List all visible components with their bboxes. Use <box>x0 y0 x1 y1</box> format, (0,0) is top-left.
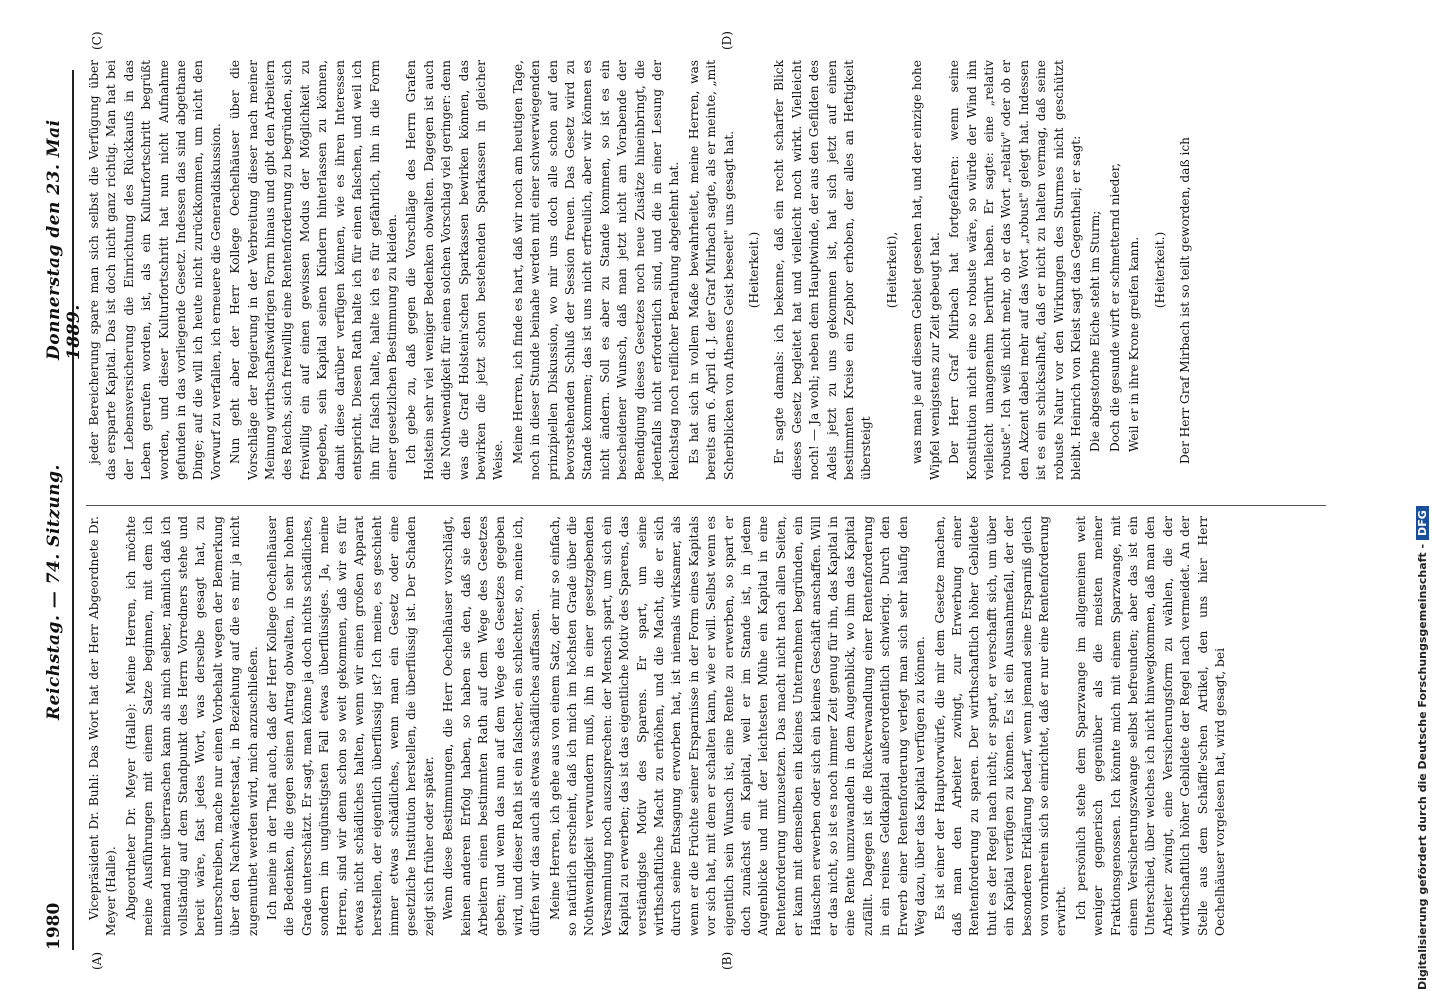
verse-line: Weil er in ihre Krone greifen kann. <box>1127 236 1142 452</box>
margin-marker-a: (A) <box>90 951 104 970</box>
paragraph: Abgeordneter Dr. Meyer (Halle): Meine Herren, ich möchte meine Ausführungen mit einem Satze beginnen, mit dem ich niemand mehr überraschen kann als mich selber, nämlich daß ich vollständig auf dem Standpunkt des Herrn Vorredners stehe und bereit wäre, fast jedes Wort, was derselbe gesagt hat, zu unterschreiben, mache nur einen Vorbehalt wegen der Bemerkung über den Nachwächterstaat, in Beziehung auf die es mir ja nicht zugemuthet werden wird, mich anzuschließen. <box>123 516 260 936</box>
paragraph: Es hat sich in vollem Maße bewahrheitet, meine Herren, was bereits am 6. April d. J. der Graf Mirbach sagte, als er meinte, „mit Scherblicken von Athenes Geist beseelt" uns gesagt hat. <box>686 60 736 480</box>
paragraph: Vicepräsident Dr. Buhl: Das Wort hat der Herr Abgeordnete Dr. Meyer (Halle). <box>87 516 119 936</box>
credit-text: Digitalisierung gefördert durch die Deutsche Forschungsgemeinschaft - <box>1416 543 1429 990</box>
paragraph: Wenn diese Bestimmungen, die Herr Oechelhäuser vorschlägt, keinen anderen Erfolg haben, so haben sie den, daß sie den Arbeitern einen bestimmten Rath auf dem Wege des Gesetzes geben; und wenn das nun auf dem Wege des Gesetzes gegeben wird, und dieser Rath ist ein falscher, ein schlechter, so, meine ich, dürfen wir das auch als etwas schädliches auffassen. <box>441 516 543 936</box>
credit-text-line <box>1412 0 1432 1000</box>
paragraph: Ich persönlich stehe dem Sparzwange im allgemeinen weit weniger gegnerisch gegenüber als die meisten meiner Fraktionsgenossen. Ich könnte mich mit einem Sparzwange, mit einem Versicherungszwange selbst befreunden; aber das ist ein Unterschied, über welches ich nicht hinwegkommen, daß man den Arbeiter zwingt, eine Versicherungsform zu wählen, die der wirthschaftlich höher Gebildete der Regel nach vermeidet. An der Stelle aus dem Schäffle'schen Artikel, den uns hier Herr Oechelhäuser vorgelesen hat, wird gesagt, bei <box>1073 516 1227 936</box>
paragraph: Es ist einer der Hauptvorwürfe, die mir dem Gesetze machen, daß man den Arbeiter zwingt, zur Erwerbung einer Rentenforderung zu sparen. Der wirthschaftlich höher Gebildete thut es der Regel nach nicht; er spart, er verschafft sich, um über ein Kapital verfügen zu können. Es ist ein Ausnahmefall, der der besonderen Erklärung bedarf, wenn jemand seine Ersparniß gleich von vornherein sich so einrichtet, daß er nur eine Rentenforderung erwirbt. <box>932 516 1069 936</box>
paragraph: Meine Herren, ich finde es hart, daß wir noch am heutigen Tage, noch in dieser Stunde beinahe werden mit einer schwerwiegenden prinzipiellen Diskussion, wo mir uns doch alle schon auf den bevorstehenden Schluß der Session freuen. Das Gesetz wird zu Stande kommen; das ist uns nicht erfreulich, aber wir können es nicht ändern. Soll es aber zu Stande kommen, so ist es ein bescheidener Wunsch, daß man jetzt nicht am Vorabende der Beendigung dieses Gesetzes noch neue Zusätze hineinbringt, die jedenfalls nicht erforderlich sind, und die in einer Lesung der Reichstag noch reiflicher Berathung abgelehnt hat. <box>510 60 682 480</box>
paragraph: Nun geht aber der Herr Kollege Oechelhäuser über die Vorschläge der Regierung in der Verbreitung dieser nach meiner Meinung wirthschaftswidrigen Form hinaus und gibt den Arbeitern des Reichs, sich freiwillig eine Rentenforderung zu begründen, sich freiwillig ein auf einen gewissen Modus der Möglichkeit zu begeben, sein Kapital seinen Kindern hinterlassen zu können, damit diese darüber verfügen können, wie es ihren Interessen entspricht. Diesen Rath halte ich für einen falschen, und weil ich ihn für falsch halte, halte ich es für gefährlich, ihn in die Form einer gesetzlichen Bestimmung zu kleiden. <box>228 59 399 480</box>
margin-marker-b: (B) <box>720 951 734 970</box>
interjection: (Heiterkeit.) <box>747 231 762 309</box>
interjection: (Heiterkeit.) <box>1152 231 1167 309</box>
paragraph: Der Herr Graf Mirbach ist so teilt geworden, daß ich <box>1177 136 1192 464</box>
interjection: (Heiterkeit), <box>884 231 899 309</box>
verse-line: Die abgestorbne Eiche steht im Sturm; <box>1088 210 1103 452</box>
paragraph: Er sagte damals: ich bekenne, daß ein recht scharfer Blick dieses Gesetz begleitet hat und vielleicht noch wirkt. Vielleicht noch! — Ja wohl; neben dem Hauptwinde, der aus den Gefilden des Adels jetzt zu uns gekommen ist, hat sich jetzt auf einen bestimmten Kreise ein Zephor erhoben, der alles an Heftigkeit übersteigt <box>772 60 874 480</box>
session-date: Donnerstag den 23. Mai 1889. <box>44 119 84 360</box>
column-divider <box>86 505 1326 506</box>
verse-line: Doch die gesunde wirft er schmetternd nieder, <box>1107 162 1122 452</box>
page-header <box>38 70 84 950</box>
paragraph: Der Herr Graf Mirbach hat fortgefahren: wenn seine Konstitution nicht eine so robuste wäre, so würde der Wind ihn vielleicht unangenehm berührt haben. Er sagte: eine „relativ robuste". Ich weiß nicht mehr, ob er das Wort „relativ" oder ob er den Akzent dabei mehr auf das Wort „robust" gelegt hat. Indessen ist es ein schicksalhaft, daß er nicht zu halten vermag, daß seine robuste Natur vor den Wirkungen des Sturmes nicht geschützt bleibt. Heinrich von Kleist sagt das Gegentheil; er sagt: <box>947 60 1083 480</box>
left-column <box>86 516 1231 936</box>
dfg-logo: DFG <box>1416 506 1429 540</box>
paragraph: Ich gebe zu, daß gegen die Vorschläge des Herrn Grafen Holstein sehr viel weniger Bedenken obwalten. Dagegen ist auch die Nothwendigkeit für einen solchen Vorschlag viel geringer: denn was die Graf Holstein'schen Sparkassen bewirken können, das bewirken die jetzt schon bestehenden Sparkassen in gleicher Weise. <box>404 60 506 480</box>
session-title: Reichstag. — 74. Sitzung. <box>44 464 64 720</box>
page-number: 1980 <box>44 902 64 950</box>
margin-marker-d: (D) <box>720 31 734 50</box>
paragraph: Ich meine in der That auch, daß der Herr Kollege Oechelhäuser die Bedenken, die gegen seinen Antrag obwalten, in sehr hohem Grade unterschätzt. Er sagt, man könne ja doch nichts schädliches, sondern im ungünstigsten Fall etwas überflüssiges. Ja, meine Herren, sind wir denn schon so weit gekommen, daß wir es für etwas nicht schädliches halten, wenn wir einen großen Apparat herstellen, der eigentlich überflüssig ist? Ich meine, es geschieht immer etwas schädliches, wenn man ein Gesetz oder eine gesetzliche Institution herstellen, die überflüssig ist. Der Schaden zeigt sich früher oder später. <box>265 516 436 936</box>
digitization-credit-strip <box>1410 0 1432 1000</box>
paragraph: Meine Herren, ich gehe aus von einem Satz, der mir so einfach, so natürlich erscheint, daß ich mich im höchsten Grade über die Nothwendigkeit verwundern muß, ihn in einer gesetzgebenden Versammlung noch auszusprechen: der Mensch spart, um sich ein Kapital zu erwerben; das ist das eigentliche Motiv des Sparens, das verständigste Motiv des Sparens. Er spart, um seine wirthschaftliche Macht zu erhöhen, und die Macht, die er sich durch seine Entsagung erworben hat, ist niemals wirksamer, als wenn er die Früchte seiner Ersparnisse in der Form eines Kapitals vor sich hat, mit dem er schalten kann, wie er will. Selbst wenn es eigentlich sein Wunsch ist, eine Rente zu erwerben, so spart er doch zunächst ein Kapital, weil er im Stande ist, in jedem Augenblicke und mit der leichtesten Mühe ein Kapital in eine Rentenforderung umzusetzen. Das macht nicht nach allen Seiten, er kann mit demselben ein kleines Unternehmen begründen, ein Häuschen erwerben oder sich ein kleines Geschäft anschaffen. Will er das nicht, so ist es noch immer Zeit genug für ihn, das Kapital in eine Rente umzuwandeln in dem Augenblick, wo ihm das Kapital zufällt. Dagegen ist die Rückverwandlung einer Rentenforderung in ein reines Geldkapital außerordentlich schwierig. Durch den Erwerb einer Rentenforderung verlegt man sich sehr häufig den Weg dazu, über das Kapital verfügen zu können. <box>547 516 928 936</box>
paragraph: jeder Bereicherung spare man sich selbst die Verfügung über das ersparte Kapital. Das ist doch nicht ganz richtig. Man hat bei der Lebensversicherung die Einrichtung des Rückkaufs in das Leben gerufen worden, ist, als ein Kulturfortschritt begrüßt worden, und dieser Kulturfortschritt hat nun nicht Aufnahme gefunden in das vorliegende Gesetz. Indessen das sind abgethane Dinge; auf die will ich heute nicht zurückkommen, um nicht den Vorwurf zu verfallen, ich erneuere die Generaldiskussion. <box>87 60 223 480</box>
margin-marker-c: (C) <box>90 31 104 50</box>
paragraph: was man je auf diesem Gebiet gesehen hat, und der einzige hohe Wipfel wenigstens zur Zeit gebeugt hat. <box>910 60 942 480</box>
right-column <box>86 60 1196 480</box>
